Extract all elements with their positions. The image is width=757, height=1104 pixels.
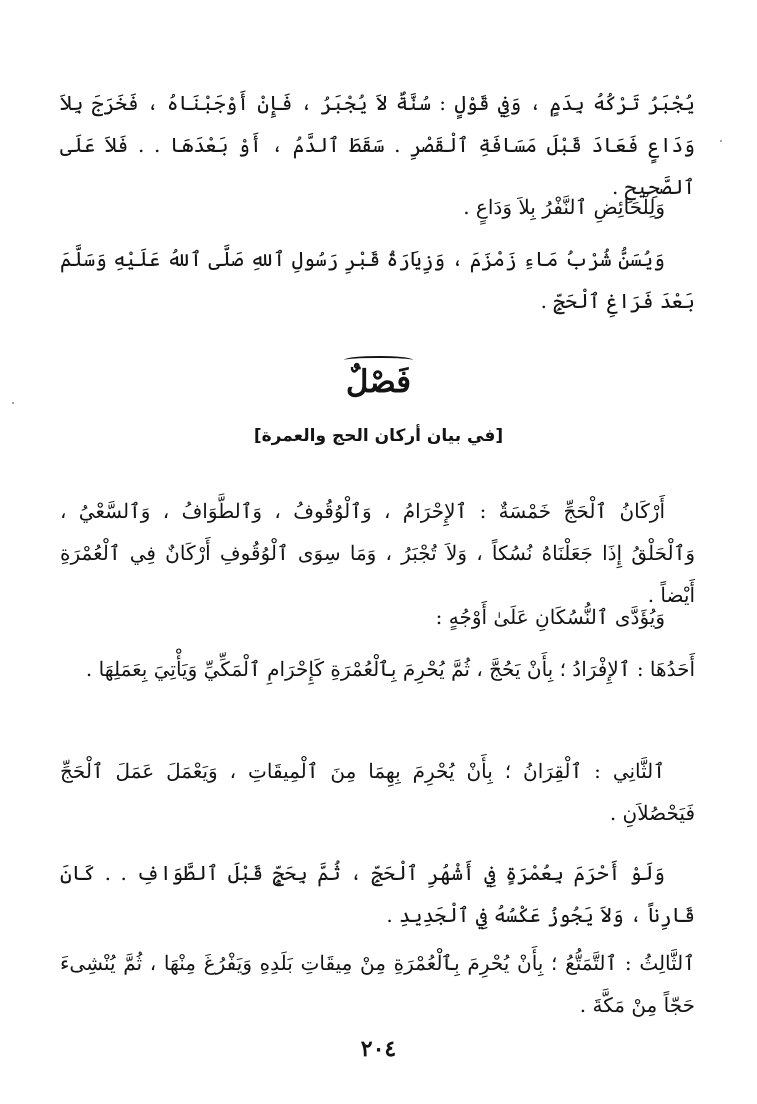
- scan-speck: [12, 402, 14, 404]
- scan-speck: [720, 140, 722, 142]
- section-ornament-heading: [0, 362, 757, 402]
- paragraph-qiran-note: وَلَوْ أَحْرَمَ بِعُمْرَةٍ فِي أَشْهُرِ ٱلْحَجِّ ، ثُمَّ بِحَجٍّ قَبْلَ ٱلطَّوَافِ . . كَانَ قَارِناً ، وَلاَ يَجُوزُ عَكْسُهُ فِي ٱلْجَدِيدِ .: [60, 861, 695, 927]
- paragraph-ifrad: أَحَدُهَا : ٱلإِفْرَادُ ؛ بِأَنْ يَحُجَّ ، ثُمَّ يُحْرِمَ بِٱلْعُمْرَةِ كَإِحْرَامِ ٱلْمَكِّيِّ وَيَأْتِيَ بِعَمَلِهَا .: [85, 657, 695, 681]
- paragraph-ways-of-performing: وَيُؤَدَّى ٱلنُّسُكَانِ عَلَىٰ أَوْجُهٍ :: [435, 605, 665, 629]
- paragraph-menstruating-woman: وَلِلْحَائِضِ ٱلنَّفْرُ بِلاَ وَدَاعٍ .: [463, 195, 665, 219]
- paragraph-pillars-of-hajj: أَرْكَانُ ٱلْحَجِّ خَمْسَةٌ : ٱلإِحْرَامُ ، وَٱلْوُقُوفُ ، وَٱلطَّوَافُ ، وَٱلسَّعْيُ ، وَٱلْحَلْقُ إِذَا جَعَلْنَاهُ نُسُكاً ، وَلاَ تُجْبَرُ ، وَمَا سِوَى ٱلْوُقُوفِ أَرْكَانٌ فِي ٱلْعُمْرَةِ أَيْضاً .: [60, 499, 695, 607]
- section-title: [في بيان أركان الحج والعمرة]: [253, 426, 504, 446]
- paragraph-farewell-tawaf-ruling: يُجْبَرُ تَرْكُهُ بِدَمٍ ، وَفِي قَوْلٍ : سُنَّةٌ لاَ يُجْبَرُ ، فَإِنْ أَوْجَبْنَاهُ ، فَخَرَجَ بِلاَ وَدَاعٍ فَعَادَ قَبْلَ مَسَافَةِ ٱلْقَصْرِ . سَقَطَ ٱلدَّمُ ، أَوْ بَعْدَهَا . . فَلاَ عَلَى ٱلصَّحِيحِ .: [60, 91, 695, 199]
- ornament-text: فَصْلٌ: [342, 362, 415, 402]
- paragraph-qiran: ٱلثَّانِي : ٱلْقِرَانُ ؛ بِأَنْ يُحْرِمَ بِهِمَا مِنَ ٱلْمِيقَاتِ ، وَيَعْمَلَ عَمَلَ ٱلْحَجِّ فَيَحْصُلاَنِ .: [60, 759, 695, 825]
- paragraph-zamzam-and-visit: وَيُسَنُّ شُرْبُ مَاءِ زَمْزَمَ ، وَزِيَارَةُ قَبْرِ رَسُولِ ٱللهِ صَلَّى ٱللهُ عَلَيْهِ وَسَلَّمَ بَعْدَ فَرَاغِ ٱلْحَجِّ .: [60, 247, 695, 313]
- paragraph-tamattu: ٱلثَّالِثُ : ٱلتَّمَتُّعُ ؛ بِأَنْ يُحْرِمَ بِٱلْعُمْرَةِ مِنْ مِيقَاتِ بَلَدِهِ وَيَفْرُغَ مِنْهَا ، ثُمَّ يُنْشِىءَ حَجّاً مِنْ مَكَّةَ .: [60, 951, 695, 1017]
- page-number: ٢٠٤: [360, 1036, 397, 1062]
